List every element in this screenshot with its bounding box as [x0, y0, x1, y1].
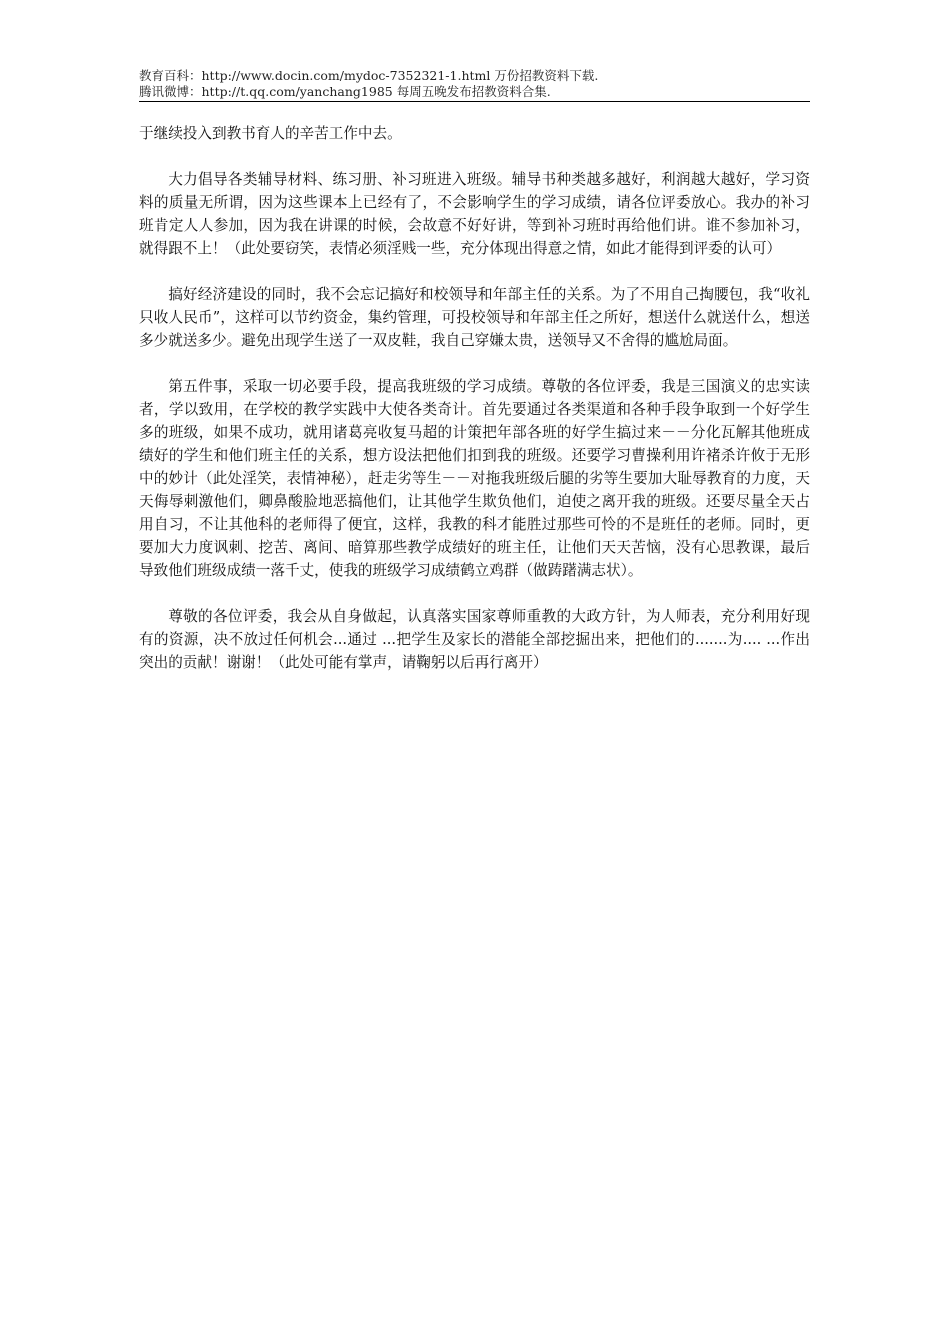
paragraph-tutoring-materials: 大力倡导各类辅导材料、练习册、补习班进入班级。辅导书种类越多越好，利润越大越好，学习资料的质量无所谓，因为这些课本上已经有了，不会影响学生的学习成绩，请各位评委放心。我办的补习班肯定人人参加，因为我在讲课的时候，会故意不好好讲，等到补习班时再给他们讲。谁不参加补习，就得跟不上！（此处要窃笑，表情必须淫贱一些，充分体现出得意之情，如此才能得到评委的认可）: [139, 171, 810, 257]
header-line-encyclopedia: 教育百科：http://www.docin.com/mydoc-7352321-1.html 万份招教资料下载.: [139, 68, 599, 83]
document-body: [139, 122, 810, 697]
header-line-weibo: 腾讯微博：http://t.qq.com/yanchang1985 每周五晚发布招教资料合集.: [139, 84, 551, 99]
page-header: [139, 68, 810, 100]
paragraph-fifth-item: 第五件事，采取一切必要手段，提高我班级的学习成绩。尊敬的各位评委，我是三国演义的忠实读者，学以致用，在学校的教学实践中大使各类奇计。首先要通过各类渠道和各种手段争取到一个好学生多的班级，如果不成功，就用诸葛亮收复马超的计策把年部各班的好学生搞过来－－分化瓦解其他班成绩好的学生和他们班主任的关系，想方设法把他们扣到我的班级。还要学习曹操利用许褚杀许攸于无形中的妙计（此处淫笑，表情神秘），赶走劣等生－－对拖我班级后腿的劣等生要加大耻辱教育的力度，天天侮辱刺激他们，卿鼻酸脸地恶搞他们，让其他学生欺负他们，迫使之离开我的班级。还要尽量全天占用自习，不让其他科的老师得了便宜，这样，我教的科才能胜过那些可怜的不是班任的老师。同时，更要加大力度讽刺、挖苦、离间、暗算那些教学成绩好的班主任，让他们天天苦恼，没有心思教课，最后导致他们班级成绩一落千丈，使我的班级学习成绩鹤立鸡群（做踌躇满志状）。: [139, 378, 810, 579]
paragraph-leadership-relations: 搞好经济建设的同时，我不会忘记搞好和校领导和年部主任的关系。为了不用自己掏腰包，我“收礼只收人民币”，这样可以节约资金，集约管理，可投校领导和年部主任之所好，想送什么就送什么，想送多少就送多少。避免出现学生送了一双皮鞋，我自己穿嫌太贵，送领导又不舍得的尴尬局面。: [139, 286, 810, 349]
paragraph-continuation: 于继续投入到教书育人的辛苦工作中去。: [139, 125, 402, 142]
paragraph-closing: 尊敬的各位评委，我会从自身做起，认真落实国家尊师重教的大政方针，为人师表，充分利用好现有的资源，决不放过任何机会...通过 ...把学生及家长的潜能全部挖掘出来，把他们的.......为.... ...作出突出的贡献！谢谢！（此处可能有掌声，请鞠躬以后再行离开）: [139, 608, 810, 671]
header-divider: [139, 101, 810, 102]
